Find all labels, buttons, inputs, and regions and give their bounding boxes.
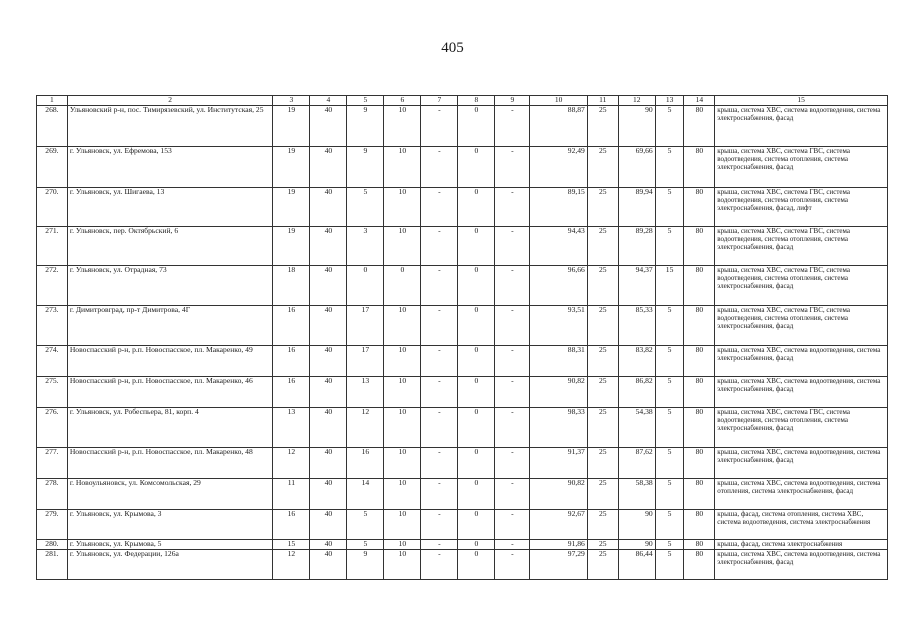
row-number: 270. [37, 188, 68, 227]
value-cell: 90,82 [530, 479, 588, 510]
value-cell: 16 [273, 346, 310, 377]
value-cell: 10 [384, 448, 421, 479]
value-cell: 0 [347, 266, 384, 306]
works-cell: крыша, система ХВС, система ГВС, система водоотведения, система отопления, система электроснабжения, фасад [715, 227, 888, 266]
value-cell: 80 [684, 479, 715, 510]
table-row [37, 550, 888, 580]
address-cell: Новоспасский р-н, р.п. Новоспасское, пл. Макаренко, 48 [67, 448, 273, 479]
value-cell: 5 [655, 147, 684, 188]
address-cell: г. Ульяновск, ул. Робеспьера, 81, корп. 4 [67, 408, 273, 448]
address-cell: Новоспасский р-н, р.п. Новоспасское, пл. Макаренко, 49 [67, 346, 273, 377]
value-cell: - [495, 408, 530, 448]
row-number: 271. [37, 227, 68, 266]
value-cell: - [421, 408, 458, 448]
row-number: 268. [37, 106, 68, 147]
value-cell: 93,51 [530, 306, 588, 346]
works-cell: крыша, система ХВС, система водоотведения, система электроснабжения, фасад [715, 448, 888, 479]
works-cell: крыша, система ХВС, система ГВС, система водоотведения, система отопления, система электроснабжения, фасад, лифт [715, 188, 888, 227]
value-cell: 5 [655, 306, 684, 346]
value-cell: 17 [347, 346, 384, 377]
value-cell: 80 [684, 540, 715, 550]
value-cell: 13 [347, 377, 384, 408]
value-cell: 25 [587, 188, 618, 227]
table-row [37, 479, 888, 510]
value-cell: 40 [310, 448, 347, 479]
value-cell: - [495, 346, 530, 377]
column-number: 10 [530, 96, 588, 106]
value-cell: 5 [655, 188, 684, 227]
value-cell: 86,82 [618, 377, 655, 408]
row-number: 281. [37, 550, 68, 580]
table-row [37, 188, 888, 227]
works-cell: крыша, система ХВС, система ГВС, система водоотведения, система отопления, система электроснабжения, фасад [715, 147, 888, 188]
value-cell: 19 [273, 227, 310, 266]
value-cell: 83,82 [618, 346, 655, 377]
value-cell: 25 [587, 408, 618, 448]
address-cell: г. Новоульяновск, ул. Комсомольская, 29 [67, 479, 273, 510]
value-cell: 5 [655, 408, 684, 448]
value-cell: 40 [310, 346, 347, 377]
column-number: 11 [587, 96, 618, 106]
column-number-row [37, 96, 888, 106]
value-cell: - [421, 346, 458, 377]
registry-table [36, 95, 888, 580]
row-number: 276. [37, 408, 68, 448]
value-cell: 11 [273, 479, 310, 510]
value-cell: - [421, 106, 458, 147]
works-cell: крыша, фасад, система электроснабжения [715, 540, 888, 550]
page-number: 405 [441, 40, 464, 56]
address-cell: г. Ульяновск, ул. Крымова, 3 [67, 510, 273, 540]
value-cell: 0 [458, 550, 495, 580]
value-cell: 40 [310, 540, 347, 550]
value-cell: 5 [655, 448, 684, 479]
value-cell: 25 [587, 306, 618, 346]
value-cell: 40 [310, 510, 347, 540]
value-cell: 80 [684, 227, 715, 266]
value-cell: 19 [273, 147, 310, 188]
value-cell: 10 [384, 306, 421, 346]
works-cell: крыша, система ХВС, система ГВС, система водоотведения, система отопления, система электроснабжения, фасад [715, 306, 888, 346]
address-cell: г. Ульяновск, ул. Федерации, 126а [67, 550, 273, 580]
value-cell: - [495, 106, 530, 147]
address-cell: Новоспасский р-н, р.п. Новоспасское, пл. Макаренко, 46 [67, 377, 273, 408]
value-cell: 40 [310, 266, 347, 306]
value-cell: 25 [587, 510, 618, 540]
value-cell: 0 [458, 147, 495, 188]
value-cell: 25 [587, 540, 618, 550]
value-cell: 0 [458, 408, 495, 448]
value-cell: 40 [310, 227, 347, 266]
value-cell: 5 [347, 510, 384, 540]
row-number: 278. [37, 479, 68, 510]
value-cell: 80 [684, 377, 715, 408]
value-cell: 25 [587, 227, 618, 266]
value-cell: 91,37 [530, 448, 588, 479]
value-cell: 5 [655, 346, 684, 377]
column-number: 12 [618, 96, 655, 106]
works-cell: крыша, система ХВС, система водоотведения, система электроснабжения, фасад [715, 550, 888, 580]
address-cell: г. Ульяновск, ул. Ефремова, 153 [67, 147, 273, 188]
value-cell: 25 [587, 147, 618, 188]
value-cell: 80 [684, 346, 715, 377]
value-cell: - [421, 550, 458, 580]
value-cell: - [495, 306, 530, 346]
value-cell: 54,38 [618, 408, 655, 448]
column-number: 5 [347, 96, 384, 106]
value-cell: 80 [684, 188, 715, 227]
value-cell: 80 [684, 408, 715, 448]
value-cell: 80 [684, 147, 715, 188]
value-cell: - [421, 479, 458, 510]
works-cell: крыша, система ХВС, система водоотведения, система электроснабжения, фасад [715, 346, 888, 377]
row-number: 279. [37, 510, 68, 540]
value-cell: 94,43 [530, 227, 588, 266]
value-cell: 89,94 [618, 188, 655, 227]
address-cell: Ульяновский р-н, пос. Тимирязевский, ул. Институтская, 25 [67, 106, 273, 147]
works-cell: крыша, фасад, система отопления, система ХВС, система водоотведения, система электроснабжения [715, 510, 888, 540]
value-cell: 10 [384, 147, 421, 188]
row-number: 280. [37, 540, 68, 550]
column-number: 1 [37, 96, 68, 106]
value-cell: 12 [273, 448, 310, 479]
value-cell: 5 [655, 550, 684, 580]
address-cell: г. Ульяновск, пер. Октябрьский, 6 [67, 227, 273, 266]
value-cell: 80 [684, 550, 715, 580]
column-number: 14 [684, 96, 715, 106]
value-cell: 90 [618, 540, 655, 550]
value-cell: 90 [618, 510, 655, 540]
row-number: 273. [37, 306, 68, 346]
value-cell: 12 [273, 550, 310, 580]
value-cell: 89,28 [618, 227, 655, 266]
value-cell: 15 [273, 540, 310, 550]
value-cell: - [495, 188, 530, 227]
value-cell: - [421, 510, 458, 540]
value-cell: 0 [458, 540, 495, 550]
value-cell: 0 [458, 227, 495, 266]
value-cell: 12 [347, 408, 384, 448]
value-cell: 15 [655, 266, 684, 306]
value-cell: 40 [310, 188, 347, 227]
value-cell: 5 [655, 540, 684, 550]
value-cell: 0 [458, 479, 495, 510]
table-row [37, 540, 888, 550]
value-cell: 0 [458, 448, 495, 479]
value-cell: 88,87 [530, 106, 588, 147]
column-number: 6 [384, 96, 421, 106]
row-number: 272. [37, 266, 68, 306]
address-cell: г. Ульяновск, ул. Шигаева, 13 [67, 188, 273, 227]
value-cell: 90,82 [530, 377, 588, 408]
address-cell: г. Димитровград, пр-т Димитрова, 4Г [67, 306, 273, 346]
value-cell: 0 [458, 346, 495, 377]
value-cell: 10 [384, 540, 421, 550]
table-row [37, 266, 888, 306]
value-cell: 3 [347, 227, 384, 266]
value-cell: 10 [384, 510, 421, 540]
value-cell: - [421, 266, 458, 306]
value-cell: 5 [347, 188, 384, 227]
row-number: 269. [37, 147, 68, 188]
column-number: 7 [421, 96, 458, 106]
value-cell: 5 [655, 510, 684, 540]
table-row [37, 306, 888, 346]
row-number: 275. [37, 377, 68, 408]
value-cell: 86,44 [618, 550, 655, 580]
value-cell: 14 [347, 479, 384, 510]
value-cell: 0 [458, 188, 495, 227]
value-cell: - [421, 540, 458, 550]
value-cell: 17 [347, 306, 384, 346]
column-number: 4 [310, 96, 347, 106]
value-cell: 87,62 [618, 448, 655, 479]
value-cell: 0 [458, 306, 495, 346]
value-cell: 9 [347, 550, 384, 580]
value-cell: 16 [273, 510, 310, 540]
value-cell: 13 [273, 408, 310, 448]
value-cell: 80 [684, 106, 715, 147]
table-row [37, 448, 888, 479]
value-cell: 94,37 [618, 266, 655, 306]
value-cell: - [495, 227, 530, 266]
value-cell: 16 [273, 377, 310, 408]
value-cell: 80 [684, 448, 715, 479]
value-cell: 10 [384, 106, 421, 147]
row-number: 277. [37, 448, 68, 479]
value-cell: 9 [347, 147, 384, 188]
works-cell: крыша, система ХВС, система водоотведения, система электроснабжения, фасад [715, 106, 888, 147]
value-cell: 5 [655, 106, 684, 147]
value-cell: 97,29 [530, 550, 588, 580]
column-number: 3 [273, 96, 310, 106]
value-cell: 9 [347, 106, 384, 147]
value-cell: 0 [458, 377, 495, 408]
column-number: 9 [495, 96, 530, 106]
value-cell: 16 [273, 306, 310, 346]
value-cell: 40 [310, 550, 347, 580]
column-number: 2 [67, 96, 273, 106]
value-cell: - [495, 448, 530, 479]
works-cell: крыша, система ХВС, система ГВС, система водоотведения, система отопления, система электроснабжения, фасад [715, 408, 888, 448]
address-cell: г. Ульяновск, ул. Отрадная, 73 [67, 266, 273, 306]
table-row [37, 227, 888, 266]
value-cell: 80 [684, 510, 715, 540]
value-cell: 5 [655, 227, 684, 266]
column-number: 8 [458, 96, 495, 106]
value-cell: 40 [310, 147, 347, 188]
value-cell: - [421, 377, 458, 408]
table-row [37, 346, 888, 377]
value-cell: 0 [458, 510, 495, 540]
value-cell: 25 [587, 266, 618, 306]
value-cell: 0 [458, 106, 495, 147]
table-row [37, 510, 888, 540]
table-row [37, 147, 888, 188]
works-cell: крыша, система ХВС, система водоотведения, система отопления, система электроснабжения, фасад [715, 479, 888, 510]
value-cell: 25 [587, 550, 618, 580]
table-row [37, 106, 888, 147]
value-cell: 0 [384, 266, 421, 306]
address-cell: г. Ульяновск, ул. Крымова, 5 [67, 540, 273, 550]
value-cell: 10 [384, 346, 421, 377]
value-cell: 25 [587, 346, 618, 377]
value-cell: 0 [458, 266, 495, 306]
value-cell: 25 [587, 106, 618, 147]
value-cell: 92,67 [530, 510, 588, 540]
value-cell: 98,33 [530, 408, 588, 448]
value-cell: - [421, 306, 458, 346]
value-cell: - [495, 266, 530, 306]
table-body [37, 96, 888, 580]
value-cell: 80 [684, 306, 715, 346]
value-cell: 40 [310, 106, 347, 147]
value-cell: 18 [273, 266, 310, 306]
value-cell: 10 [384, 188, 421, 227]
column-number: 15 [715, 96, 888, 106]
works-cell: крыша, система ХВС, система водоотведения, система электроснабжения, фасад [715, 377, 888, 408]
value-cell: 25 [587, 479, 618, 510]
value-cell: 89,15 [530, 188, 588, 227]
works-cell: крыша, система ХВС, система ГВС, система водоотведения, система отопления, система электроснабжения, фасад [715, 266, 888, 306]
value-cell: 80 [684, 266, 715, 306]
value-cell: 10 [384, 550, 421, 580]
value-cell: - [421, 448, 458, 479]
value-cell: 96,66 [530, 266, 588, 306]
value-cell: 90 [618, 106, 655, 147]
column-number: 13 [655, 96, 684, 106]
value-cell: 91,86 [530, 540, 588, 550]
value-cell: - [495, 550, 530, 580]
value-cell: 40 [310, 377, 347, 408]
value-cell: 40 [310, 479, 347, 510]
table-row [37, 377, 888, 408]
value-cell: 19 [273, 106, 310, 147]
value-cell: 5 [655, 377, 684, 408]
value-cell: 10 [384, 408, 421, 448]
value-cell: 5 [655, 479, 684, 510]
value-cell: 16 [347, 448, 384, 479]
value-cell: - [421, 147, 458, 188]
value-cell: 19 [273, 188, 310, 227]
value-cell: 25 [587, 448, 618, 479]
value-cell: 10 [384, 377, 421, 408]
value-cell: - [495, 479, 530, 510]
value-cell: 10 [384, 479, 421, 510]
value-cell: - [421, 227, 458, 266]
value-cell: - [495, 377, 530, 408]
row-number: 274. [37, 346, 68, 377]
value-cell: - [421, 188, 458, 227]
value-cell: - [495, 510, 530, 540]
value-cell: 40 [310, 306, 347, 346]
value-cell: 40 [310, 408, 347, 448]
value-cell: 88,31 [530, 346, 588, 377]
value-cell: 5 [347, 540, 384, 550]
value-cell: - [495, 540, 530, 550]
value-cell: 69,66 [618, 147, 655, 188]
value-cell: 58,38 [618, 479, 655, 510]
table-row [37, 408, 888, 448]
value-cell: - [495, 147, 530, 188]
value-cell: 25 [587, 377, 618, 408]
value-cell: 85,33 [618, 306, 655, 346]
value-cell: 92,49 [530, 147, 588, 188]
value-cell: 10 [384, 227, 421, 266]
